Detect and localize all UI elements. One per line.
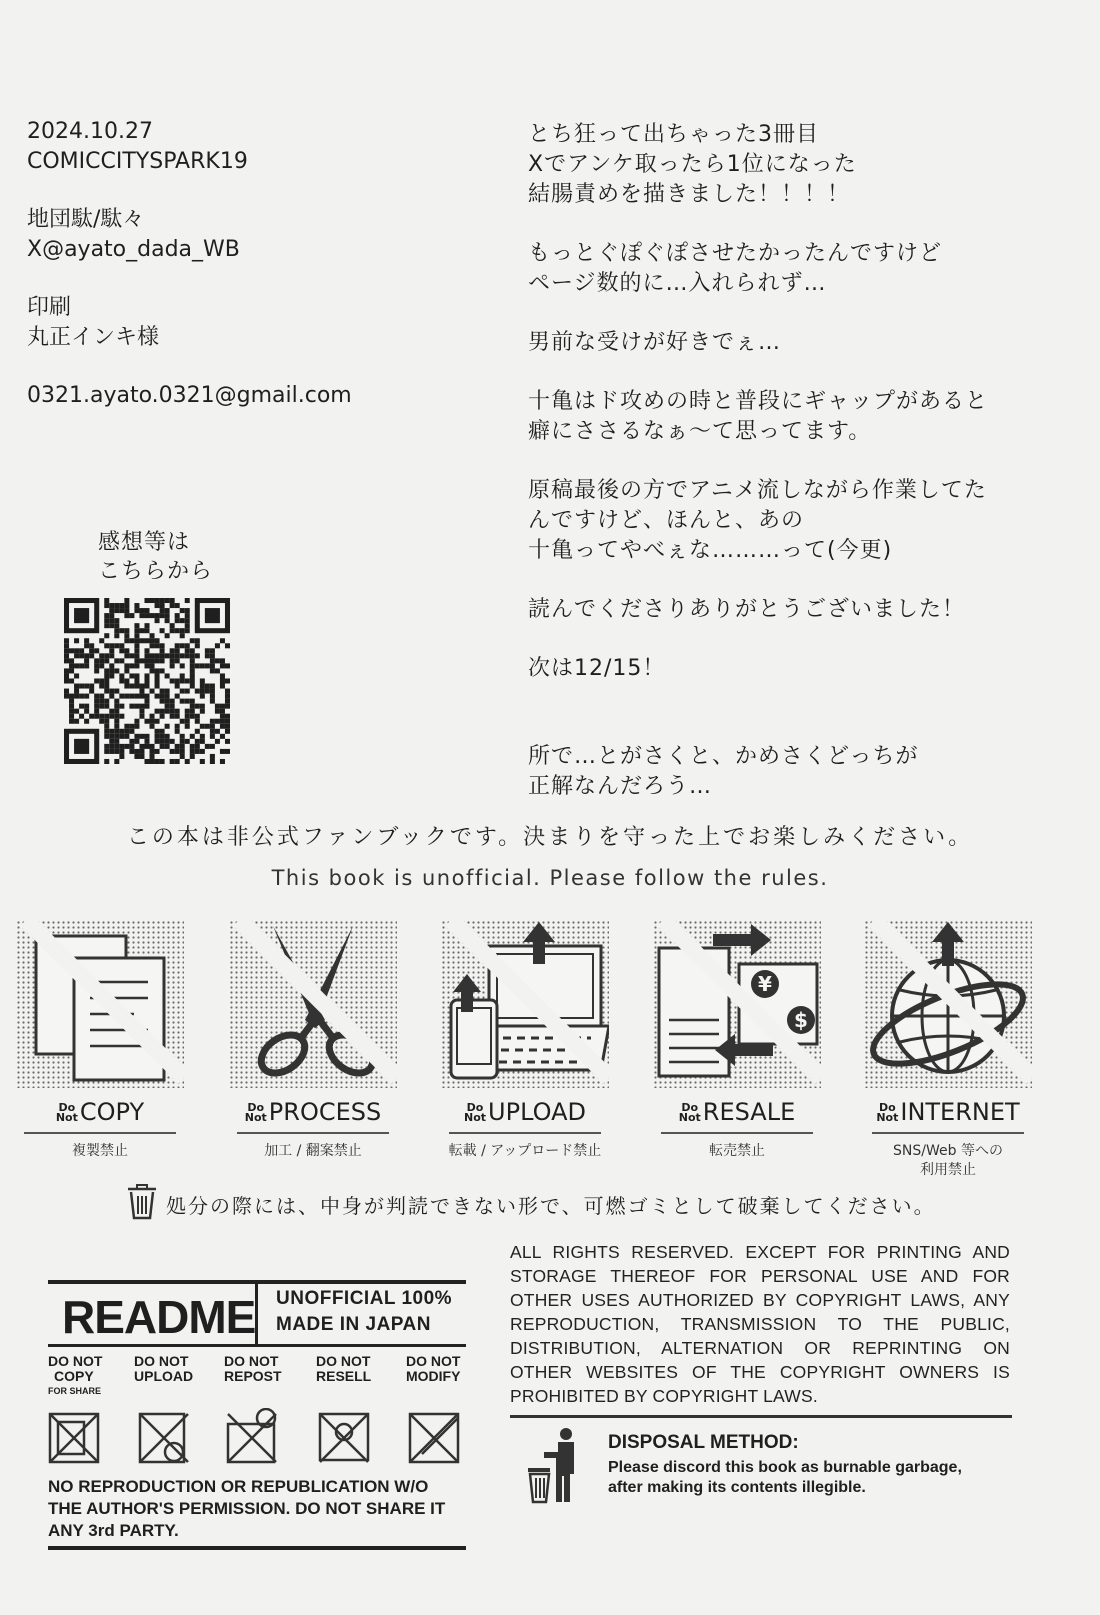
- afterword-line: 男前な受けが好きでぇ…: [528, 330, 782, 355]
- afterword-line: 原稿最後の方でアニメ流しながら作業してた: [528, 478, 987, 503]
- svg-text:$: $: [794, 1008, 808, 1032]
- no-repost-icon: [228, 1409, 276, 1462]
- trash-can-icon: [126, 1184, 158, 1220]
- spacer: [528, 713, 1048, 742]
- divider: [872, 1132, 1024, 1134]
- spacer: [528, 210, 1048, 239]
- email: 0321.ayato.0321@gmail.com: [27, 383, 352, 408]
- readme-col-resell: DO NOT RESELL: [316, 1353, 372, 1384]
- notice-en: This book is unofficial. Please follow the rules.: [271, 866, 829, 890]
- afterword-line: 次は12/15！: [528, 656, 666, 681]
- afterword-line: もっとぐぽぐぽさせたかったんですけど: [528, 241, 943, 266]
- readme-bottom-rule: [48, 1546, 466, 1550]
- spacer: [528, 299, 1048, 328]
- rule-subtitle: SNS/Web 等への 利用禁止: [893, 1143, 1003, 1178]
- readme-col-modify: DO NOT MODIFY: [406, 1353, 461, 1384]
- event-name: COMICCITYSPARK19: [27, 149, 248, 174]
- readme-col-upload: DO NOT UPLOAD: [134, 1353, 194, 1384]
- qr-label-line2: こちらから: [98, 559, 214, 584]
- rule-subtitle: 複製禁止: [72, 1143, 128, 1159]
- readme-bottom-line3: ANY 3rd PARTY.: [48, 1521, 179, 1540]
- do-not-mark: Do Not: [678, 1101, 701, 1124]
- qr-label: [98, 528, 213, 586]
- readme-side-line1: UNOFFICIAL 100%: [276, 1288, 453, 1309]
- readme-col-repost: DO NOT REPOST: [224, 1353, 282, 1384]
- upload-icon: [441, 920, 609, 1088]
- readme-col-copy: DO NOT COPY FOR SHARE: [48, 1353, 103, 1396]
- globe-icon: [864, 920, 1032, 1088]
- readme-box: [48, 1280, 480, 1552]
- rule-title: Do NotPROCESS: [244, 1098, 382, 1126]
- divider: [661, 1132, 813, 1134]
- rule-title: Do NotCOPY: [55, 1098, 145, 1126]
- qr-code[interactable]: [64, 598, 230, 764]
- afterword-line: 正解なんだろう…: [528, 774, 713, 799]
- afterword-line: とち狂って出ちゃった3冊目: [528, 122, 819, 147]
- afterword-line: Xでアンケ取ったら1位になった: [528, 152, 857, 177]
- scissors-icon: [229, 920, 397, 1088]
- afterword-line: 所で…とがさくと、かめさくどっちが: [528, 744, 919, 769]
- rule-subtitle: 加工 / 翻案禁止: [264, 1143, 362, 1159]
- spacer: [528, 684, 1048, 713]
- readme-prohibition-icons: [48, 1408, 468, 1470]
- no-resell-icon: [320, 1414, 368, 1462]
- print-label: 印刷: [27, 295, 72, 320]
- rights-reserved-text: ALL RIGHTS RESERVED. EXCEPT FOR PRINTING AND STORAGE THEREOF FOR PERSONAL USE AND FOR OTHER USES AUTHORIZED BY COPYRIGHT LAWS, ANY REPRODUCTION, TRANSMISSION TO THE PUBLIC, DISTRIBUTION, ALTERNATION OR REPRINTING ON OTHER WEBSITES OF THE COPYRIGHT OWNERS IS PROHIBITED BY COPYRIGHT LAWS.: [510, 1242, 1010, 1406]
- copy-icon: [16, 920, 184, 1088]
- disposal-notice-jp: 処分の際には、中身が判読できない形で、可燃ゴミとして破棄してください。: [166, 1194, 936, 1218]
- readme-bottom-text: [48, 1476, 445, 1542]
- rule-subtitle: 転載 / アップロード禁止: [448, 1143, 602, 1159]
- disposal-line1: Please discord this book as burnable garbage,: [608, 1459, 962, 1476]
- divider: [237, 1132, 389, 1134]
- no-modify-icon: [410, 1414, 458, 1462]
- divider: [24, 1132, 176, 1134]
- do-not-mark: Do Not: [464, 1101, 487, 1124]
- rule-title: Do NotUPLOAD: [464, 1098, 586, 1126]
- rights-divider: [510, 1415, 1012, 1418]
- readme-title: README: [62, 1291, 256, 1343]
- person-trash-icon: [524, 1428, 580, 1504]
- afterword-line: んですけど、ほんと、あの: [528, 508, 805, 533]
- x-account: X@ayato_dada_WB: [27, 237, 240, 262]
- readme-bottom-line2: THE AUTHOR'S PERMISSION. DO NOT SHARE IT: [48, 1499, 446, 1518]
- disposal-line2: after making its contents illegible.: [608, 1479, 866, 1496]
- rule-no-copy: [16, 920, 184, 1161]
- afterword-line: 十亀ってやべぇな………って(今更): [528, 538, 893, 563]
- spacer: [528, 358, 1048, 387]
- rule-no-process: [229, 920, 397, 1161]
- qr-label-line1: 感想等は: [98, 530, 191, 555]
- rule-title: Do NotRESALE: [678, 1098, 796, 1126]
- afterword: [528, 120, 1048, 802]
- colophon-info: [27, 117, 352, 411]
- rule-subtitle: 転売禁止: [709, 1143, 765, 1159]
- date: 2024.10.27: [27, 119, 153, 144]
- disposal-method-text: [608, 1458, 962, 1498]
- printer-name: 丸正インキ様: [27, 325, 160, 350]
- circle-name: 地団駄/駄々: [27, 207, 145, 232]
- do-not-mark: Do Not: [55, 1101, 78, 1124]
- no-copy-icon: [50, 1414, 98, 1462]
- spacer: [528, 625, 1048, 654]
- afterword-line: 結腸責めを描きました！！！！: [528, 182, 851, 207]
- no-upload-icon: [140, 1414, 188, 1462]
- do-not-mark: Do Not: [244, 1101, 267, 1124]
- divider: [449, 1132, 601, 1134]
- readme-vertical-rule: [255, 1284, 258, 1344]
- spacer: [528, 447, 1048, 476]
- readme-side-text: [276, 1286, 452, 1338]
- afterword-line: 読んでくださりありがとうございました！: [528, 597, 966, 622]
- notice-jp: この本は非公式ファンブックです。決まりを守った上でお楽しみください。: [126, 825, 974, 850]
- rule-no-upload: [441, 920, 609, 1161]
- disposal-method-title: DISPOSAL METHOD:: [608, 1432, 799, 1453]
- readme-bottom-line1: NO REPRODUCTION OR REPUBLICATION W/O: [48, 1477, 429, 1496]
- do-not-mark: Do Not: [876, 1101, 899, 1124]
- rule-title: Do NotINTERNET: [876, 1098, 1020, 1126]
- svg-text:¥: ¥: [758, 972, 772, 996]
- readme-side-line2: MADE IN JAPAN: [276, 1314, 431, 1335]
- afterword-line: 癖にささるなぁ〜て思ってます。: [528, 419, 872, 444]
- rule-no-resale: [653, 920, 821, 1161]
- resale-icon: [653, 920, 821, 1088]
- afterword-line: 十亀はド攻めの時と普段にギャップがあると: [528, 389, 989, 414]
- readme-mid-rule: [48, 1344, 466, 1347]
- spacer: [528, 566, 1048, 595]
- rule-no-internet: [864, 920, 1032, 1180]
- afterword-line: ページ数的に…入れられず…: [528, 271, 827, 296]
